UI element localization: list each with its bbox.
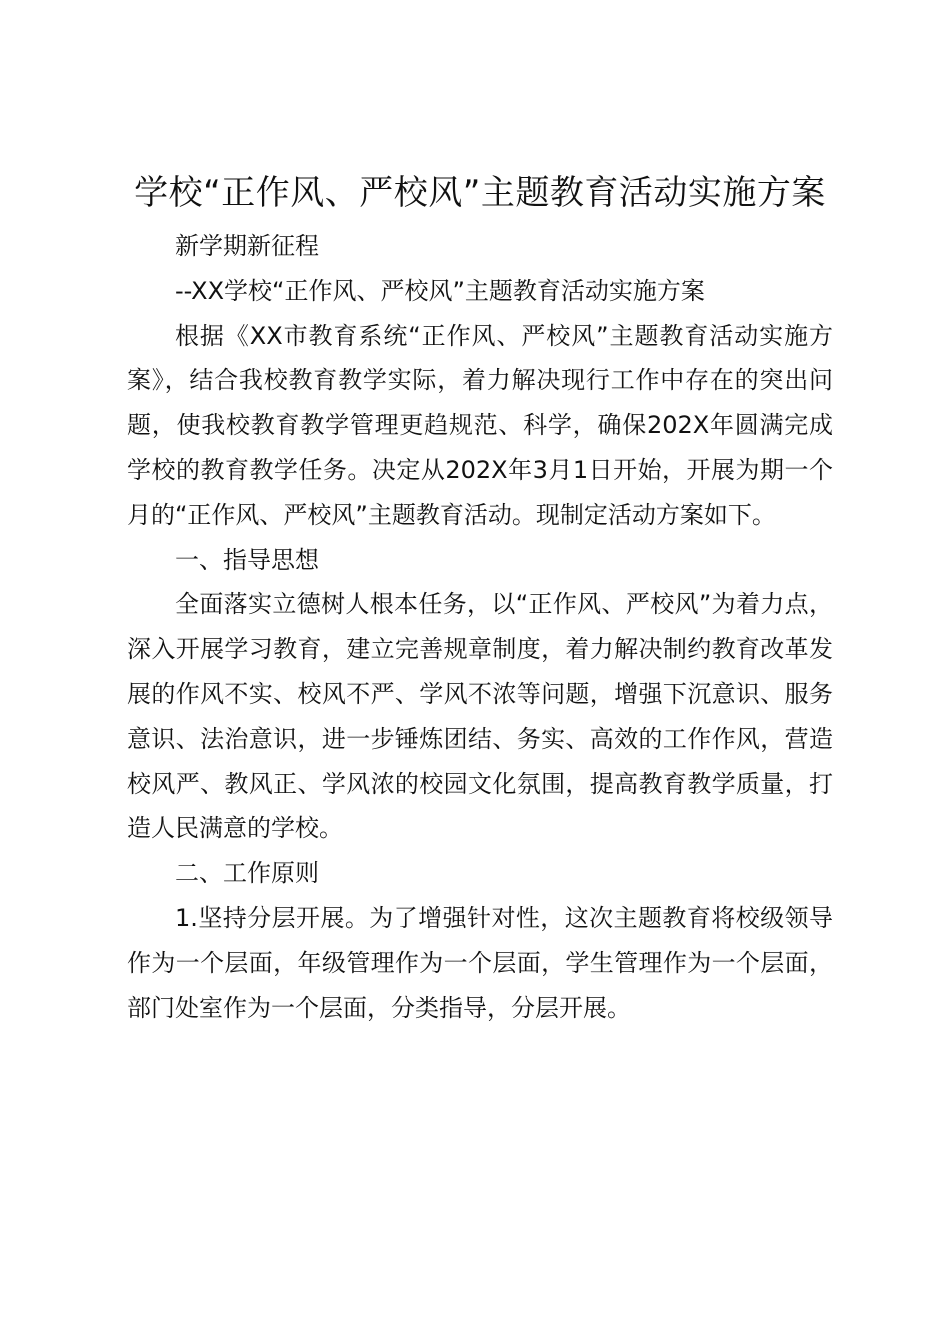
- guiding-ideology-paragraph: 全面落实立德树人根本任务，以“正作风、严校风”为着力点，深入开展学习教育，建立完善规章制度，着力解决制约教育改革发展的作风不实、校风不严、学风不浓等问题，增强下沉意识、服务意识、法治意识，进一步锤炼团结、务实、高效的工作作风，营造校风严、教风正、学风浓的校园文化氛围，提高教育教学质量，打造人民满意的学校。: [127, 590, 833, 843]
- document-body: [127, 168, 833, 1030]
- intro-paragraph: 根据《XX市教育系统“正作风、严校风”主题教育活动实施方案》，结合我校教育教学实际，着力解决现行工作中存在的突出问题，使我校教育教学管理更趋规范、科学，确保202X年圆满完成学校的教育教学任务。决定从202X年3月1日开始，开展为期一个月的“正作风、严校风”主题教育活动。现制定活动方案如下。: [127, 321, 833, 529]
- document-title: 学校“正作风、严校风”主题教育活动实施方案: [134, 173, 826, 213]
- work-principle-item-1: 1.坚持分层开展。为了增强针对性，这次主题教育将校级领导作为一个层面，年级管理作为一个层面，学生管理作为一个层面，部门处室作为一个层面，分类指导，分层开展。: [127, 903, 833, 1022]
- subtitle-line: 新学期新征程: [175, 232, 319, 260]
- subtitle-scheme-line: --XX学校“正作风、严校风”主题教育活动实施方案: [175, 276, 705, 305]
- section-heading-guiding-ideology: 一、指导思想: [175, 545, 319, 574]
- section-heading-work-principles: 二、工作原则: [175, 859, 319, 888]
